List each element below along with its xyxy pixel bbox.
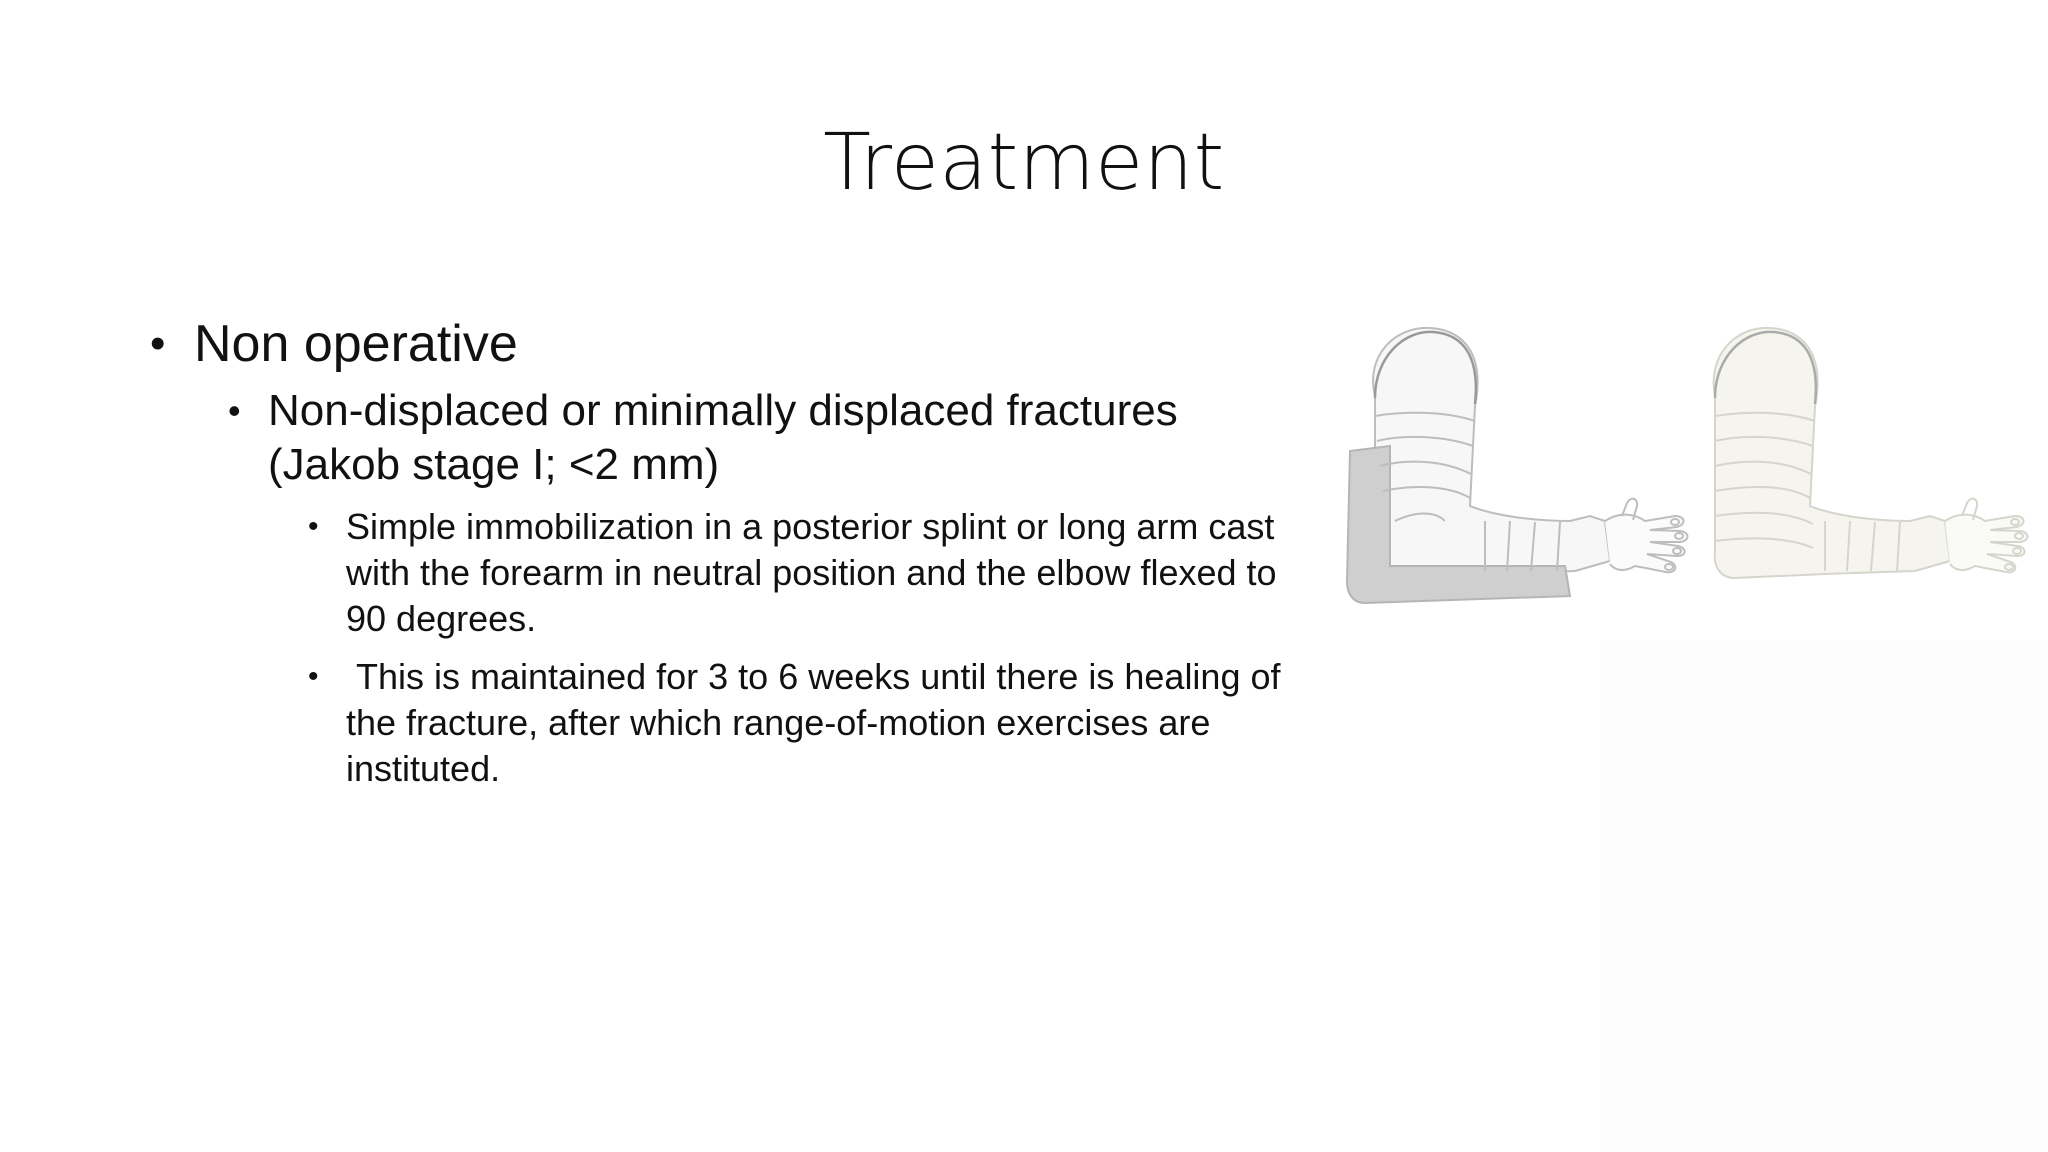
long-arm-cast-illustration xyxy=(1714,328,2028,578)
bullet-text: Non operative xyxy=(194,315,518,373)
bullet-level3 xyxy=(308,654,1300,792)
posterior-splint-arm-illustration xyxy=(1347,328,1688,603)
bullet-level1 xyxy=(150,310,1300,378)
background-panel xyxy=(1600,640,2048,1152)
bullet-dot: • xyxy=(228,390,241,431)
bullet-text: This is maintained for 3 to 6 weeks until there is healing of the fracture, after which range-of-motion exercises are instituted. xyxy=(346,656,1291,789)
bullet-list xyxy=(150,310,1300,792)
bullet-dot: • xyxy=(150,319,166,368)
bullet-level3 xyxy=(308,504,1300,642)
bullet-dot: • xyxy=(308,660,319,693)
arm-cast-figure xyxy=(1335,316,2035,656)
bullet-text: Non-displaced or minimally displaced fractures (Jakob stage I; <2 mm) xyxy=(268,386,1178,489)
bullet-level2 xyxy=(228,384,1300,492)
bullet-dot: • xyxy=(308,510,319,543)
bullet-text: Simple immobilization in a posterior splint or long arm cast with the forearm in neutral position and the elbow flexed to 90 degrees. xyxy=(346,506,1277,639)
slide-title: Treatment xyxy=(823,118,1225,208)
